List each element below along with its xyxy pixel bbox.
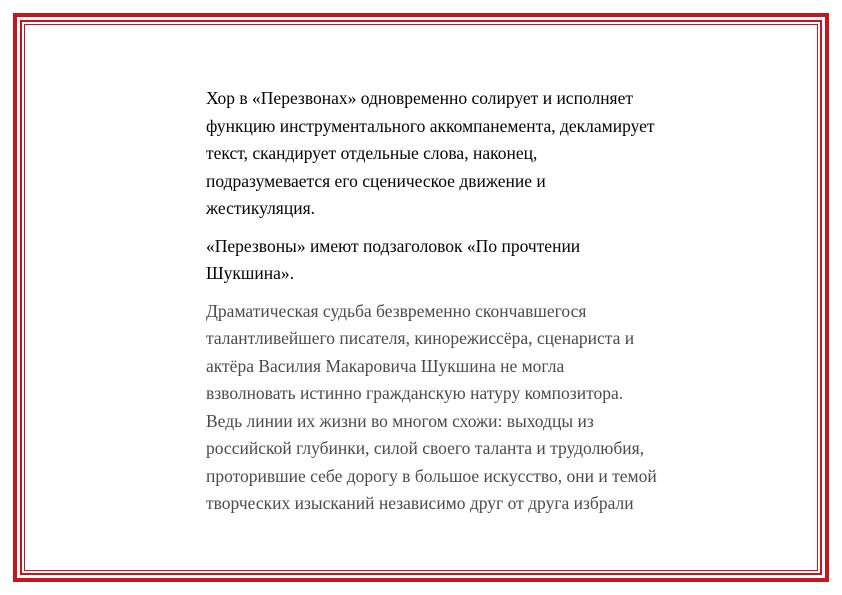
paragraph-shukshin: Драматическая судьба безвременно скончавшегося талантливейшего писателя, кинорежиссёра, сценариста и актёра Василия Макаровича Шукшина не могла взволновать истинно гражданскую натуру композитора. Ведь линии их жизни во многом схожи: выходцы из российской глубинки, силой своего таланта и трудолюбия, проторившие себе дорогу в большое искусство, они и темой творческих изысканий независимо друг от друга избрали [206, 300, 657, 513]
paragraph-choir: Хор в «Перезвонах» одновременно солирует и исполняет функцию инструментального аккомпанемента, декламирует текст, скандирует отдельные слова, наконец, подразумевается его сценическое движение и жестикуляция. [206, 88, 655, 218]
document-body [206, 85, 736, 528]
paragraph-subtitle: «Перезвоны» имеют подзаголовок «По прочтении Шукшина». [206, 235, 581, 283]
